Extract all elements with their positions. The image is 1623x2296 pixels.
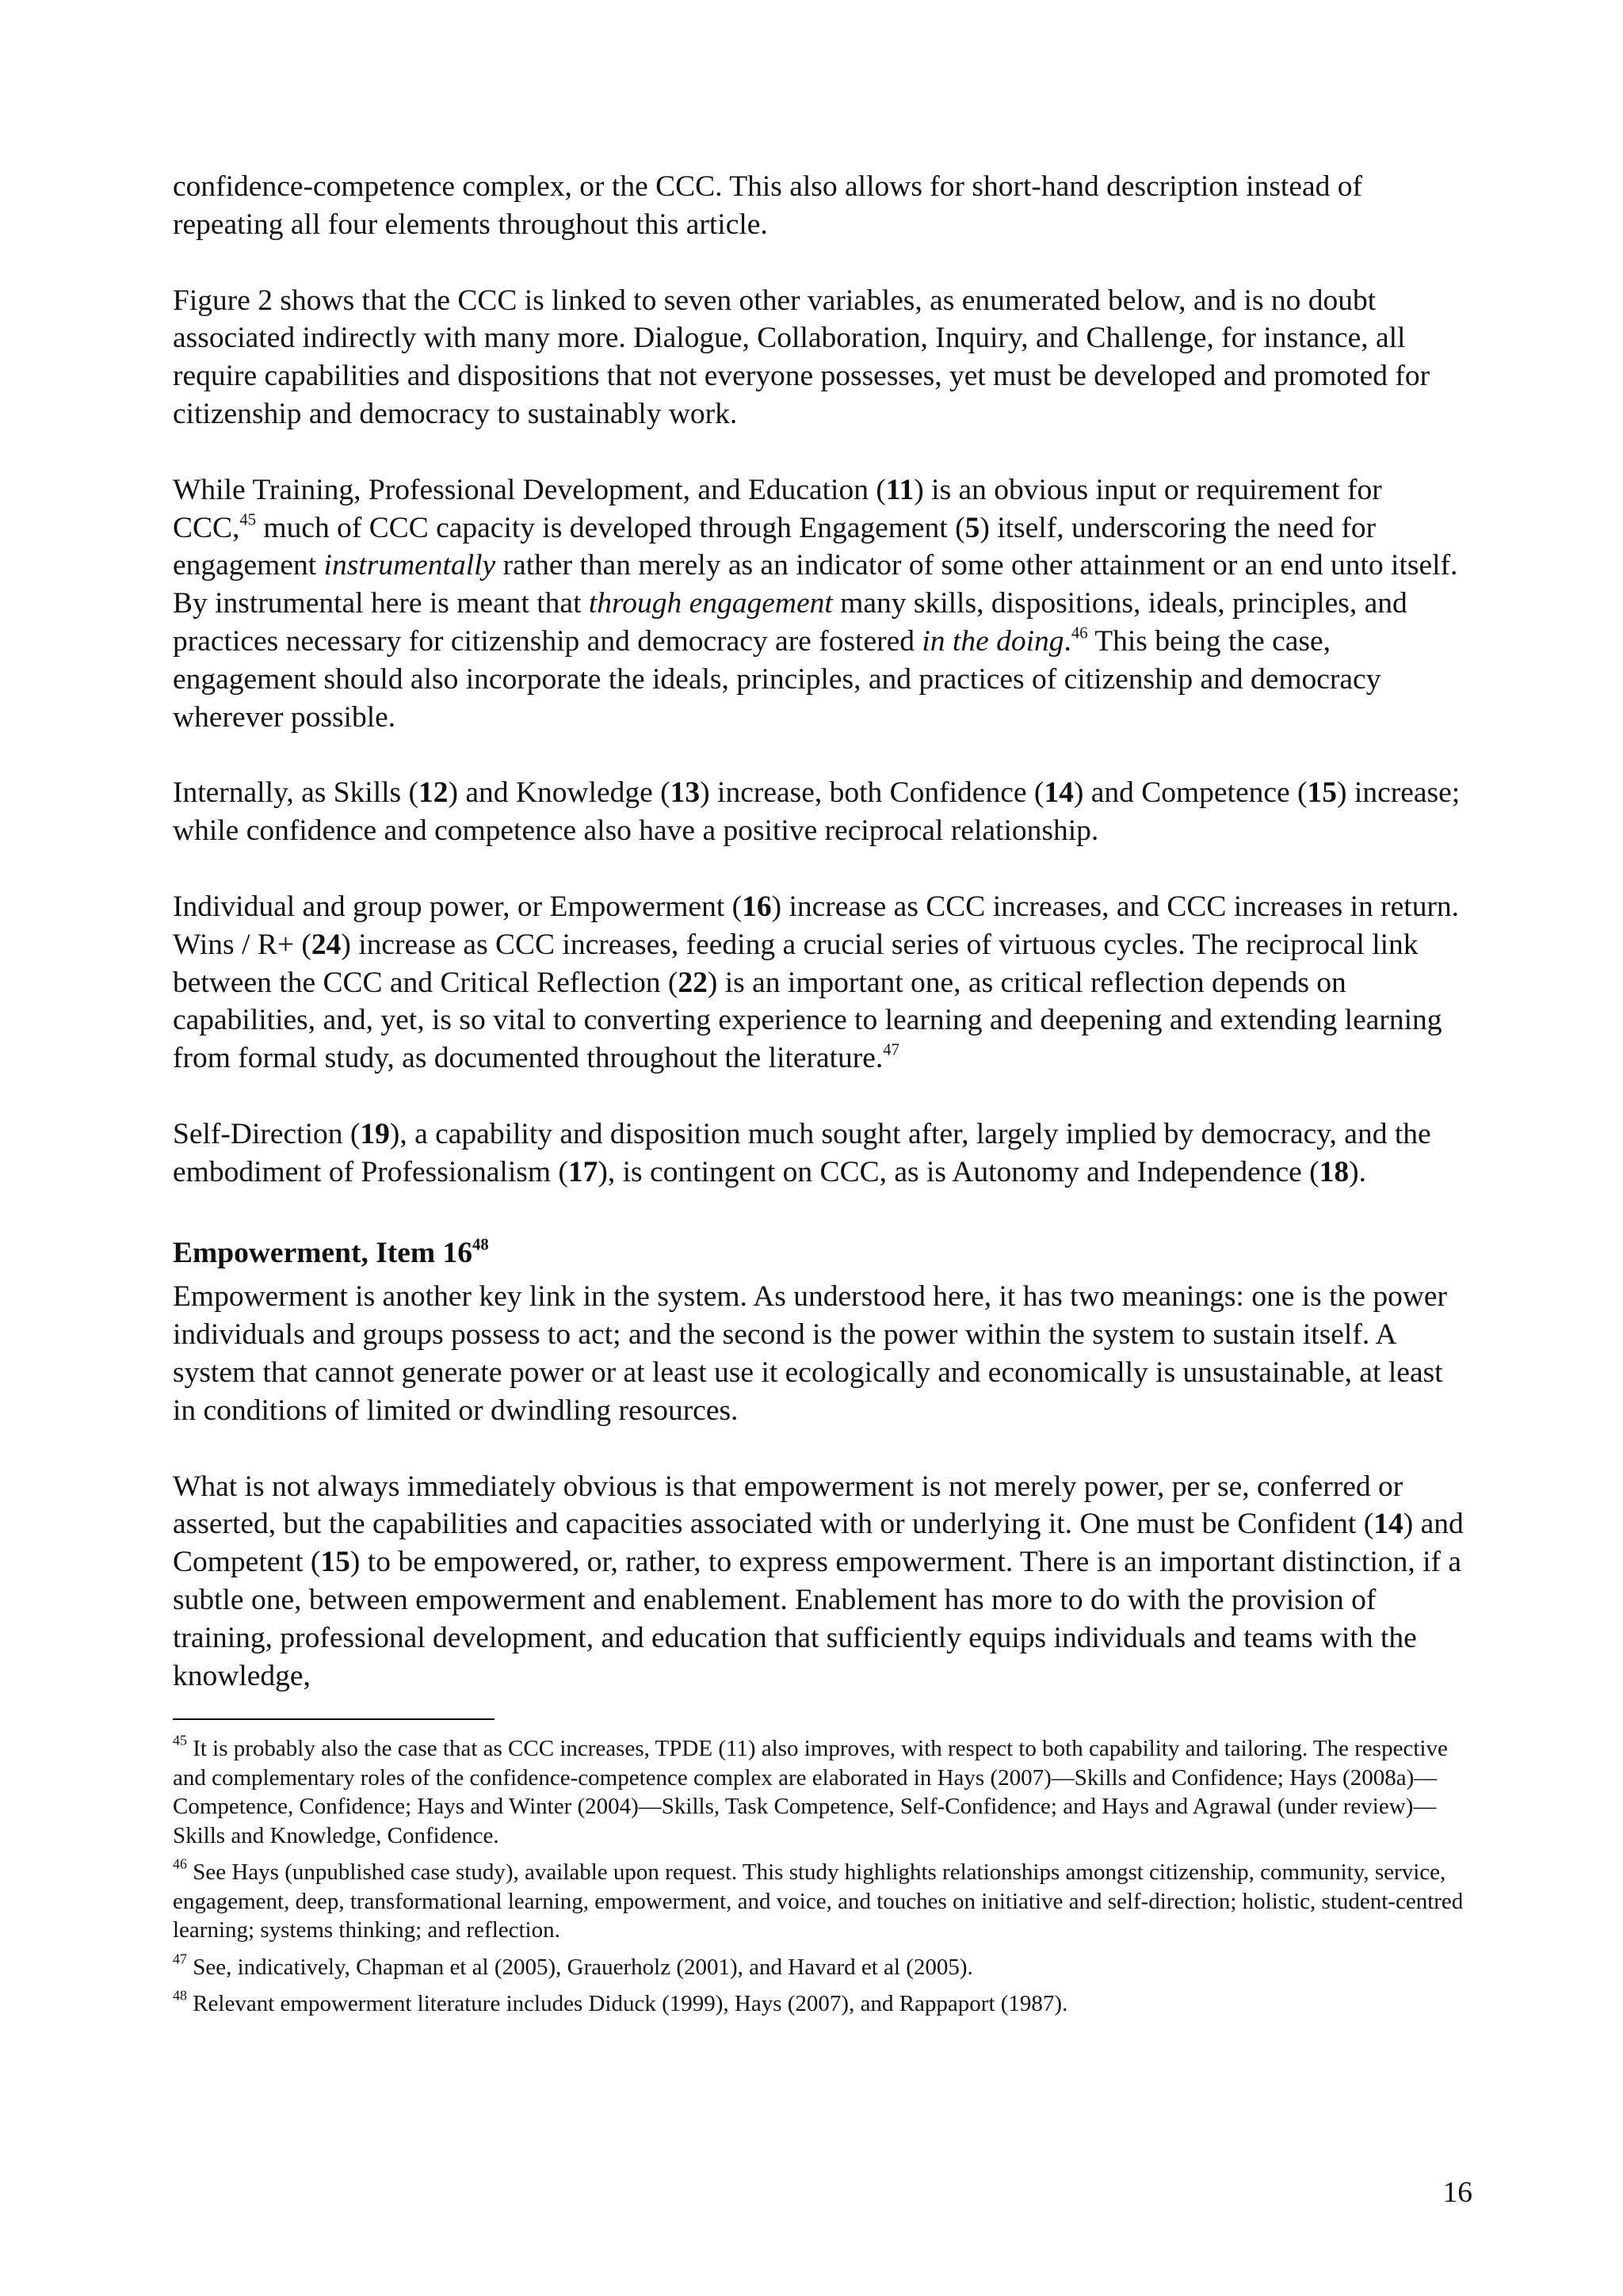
footnote-46: $^{46}$ See Hays (unpublished case study), available upon request. This study highlights relationships amongst citizenship, community, service, engagement, deep, transformational learning, empowerment, and voice, and touches on initiative and self-direction; holistic, student-centred learning; systems thinking; and reflection.: [173, 1855, 1464, 1943]
paragraph-self-direction: Self-Direction (19), a capability and disposition much sought after, largely implied by democracy, and the embodiment of Professionalism (17), is contingent on CCC, as is Autonomy and Independence (18).: [173, 1117, 1431, 1188]
footnote-number: 46: [173, 1855, 187, 1872]
page-number: 16: [1442, 2176, 1472, 2209]
section-heading-empowerment: Empowerment, Item $16^{48}$: [173, 1236, 489, 1269]
item-number: 5: [964, 511, 980, 544]
item-number: 24: [311, 928, 342, 961]
footnote-ref[interactable]: 48: [472, 1236, 489, 1254]
footnote-ref[interactable]: 46: [1071, 624, 1088, 643]
item-number: 12: [418, 776, 449, 810]
paragraph-training-engagement: While Training, Professional Development, and Education (11) is an obvious input or requirement for CCC,$^{45}$ much of CCC capacity is developed through Engagement (5) itself, underscoring the need for engagement instrumentally rather than merely as an indicator of some other attainment or an end unto itself. By instrumental here is meant that through engagement many skills, dispositions, ideals, principles, and practices necessary for citizenship and democracy are fostered in the doing.$^{46}$ This being the case, engagement should also incorporate the ideals, principles, and practices of citizenship and democracy wherever possible.: [173, 473, 1458, 734]
paragraph-empowerment-enablement: What is not always immediately obvious is that empowerment is not merely power, per se, conferred or asserted, but the capabilities and capacities associated with or underlying it. One must be Confident (14) and Competent (15) to be empowered, or, rather, to express empowerment. There is an important distinction, if a subtle one, between empowerment and enablement. Enablement has more to do with the provision of training, professional development, and education that sufficiently equips individuals and teams with the knowledge,: [173, 1470, 1464, 1692]
item-number: 22: [678, 966, 708, 999]
paragraph-empowerment-ccc: Individual and group power, or Empowerment (16) increase as CCC increases, and CCC increases in return. Wins / R+ (24) increase as CCC increases, feeding a crucial series of virtuous cycles. The reciprocal link between the CCC and Critical Reflection (22) is an important one, as critical reflection depends on capabilities, and, yet, is so vital to converting experience to learning and deepening and extending learning from formal study, as documented throughout the literature.$^{47}$: [173, 890, 1460, 1075]
emphasis: instrumentally: [323, 549, 496, 582]
emphasis: through engagement: [588, 587, 833, 620]
item-number: 19: [360, 1117, 390, 1150]
footnote-number: 45: [173, 1732, 187, 1749]
item-number: 11: [885, 473, 915, 506]
item-number: 18: [1319, 1155, 1350, 1188]
footnote-divider: [173, 1718, 495, 1720]
item-number: 17: [567, 1155, 598, 1188]
footnote-ref[interactable]: 45: [239, 511, 257, 529]
footnote-47: $^{47}$ See, indicatively, Chapman et al (2005), Grauerholz (2001), and Havard et al (2005).: [173, 1951, 973, 1980]
footnote-45: $^{45}$ It is probably also the case that as CCC increases, TPDE (11) also improves, with respect to both capability and tailoring. The respective and complementary roles of the confidence-competence complex are elaborated in Hays (2007)—Skills and Confidence; Hays (2008a)—Competence, Confidence; Hays and Winter (2004)—Skills, Task Competence, Self-Confidence; and Hays and Agrawal (under review)—Skills and Knowledge, Confidence.: [173, 1732, 1448, 1848]
item-number: 16: [742, 890, 772, 923]
footnote-ref[interactable]: 47: [883, 1041, 899, 1059]
emphasis: in the doing: [922, 624, 1064, 658]
footnote-number: 47: [173, 1951, 187, 1967]
item-number: 15: [320, 1546, 350, 1579]
paragraph-figure-2: Figure 2 shows that the CCC is linked to seven other variables, as enumerated below, and is no doubt associated indirectly with many more. Dialogue, Collaboration, Inquiry, and Challenge, for instance, all require capabilities and dispositions that not everyone possesses, yet must be developed and promoted for citizenship and democracy to sustainably work.: [173, 284, 1430, 430]
paragraph-skills-knowledge: Internally, as Skills (12) and Knowledge (13) increase, both Confidence (14) and Competence (15) increase; while confidence and competence also have a positive reciprocal relationship.: [173, 776, 1461, 848]
item-number: 14: [1044, 776, 1074, 810]
page-body: [173, 168, 1472, 2027]
item-number: 13: [670, 776, 701, 810]
paragraph-empowerment-meanings: Empowerment is another key link in the system. As understood here, it has two meanings: one is the power individuals and groups possess to act; and the second is the power within the system to sustain itself. A system that cannot generate power or at least use it ecologically and economically is unsustainable, at least in conditions of limited or dwindling resources.: [173, 1280, 1448, 1427]
footnote-48: $^{48}$ Relevant empowerment literature includes Diduck (1999), Hays (2007), and Rappaport (1987).: [173, 1987, 1068, 2017]
footnote-number: 48: [173, 1987, 187, 2004]
item-number: 14: [1373, 1508, 1403, 1541]
paragraph-ccc-intro: confidence-competence complex, or the CCC. This also allows for short-hand description instead of repeating all four elements throughout this article.: [173, 170, 1362, 241]
item-number: 15: [1307, 776, 1338, 810]
